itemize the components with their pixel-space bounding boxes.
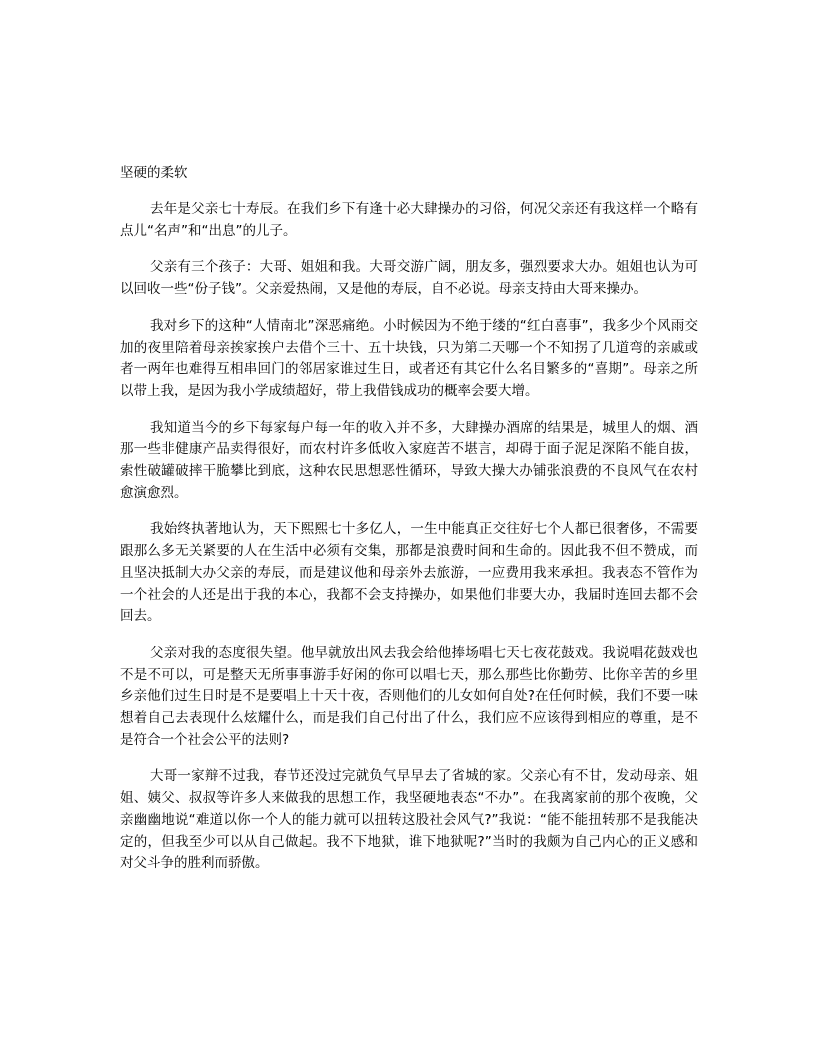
paragraph: 去年是父亲七十寿辰。在我们乡下有逢十必大肆操办的习俗，何况父亲还有我这样一个略有点儿“名声”和“出息”的儿子。 [120, 201, 698, 239]
paragraph: 父亲有三个孩子：大哥、姐姐和我。大哥交游广阔，朋友多，强烈要求大办。姐姐也认为可以回收一些“份子钱”。父亲爱热闹，又是他的寿辰，自不必说。母亲支持由大哥来操办。 [120, 259, 698, 298]
paragraph: 我知道当今的乡下每家每户每一年的收入并不多，大肆操办酒席的结果是，城里人的烟、酒那一些非健康产品卖得很好，而农村许多低收入家庭苦不堪言，却碍于面子泥足深陷不能自拔，索性破罐破摔干脆攀比到底，这种农民思想恶性循环，导致大操大办铺张浪费的不良风气在农村愈演愈烈。 [120, 419, 698, 501]
paragraph: 大哥一家辩不过我，春节还没过完就负气早早去了省城的家。父亲心有不甘，发动母亲、姐姐、姨父、叔叔等许多人来做我的思想工作，我坚硬地表态“不办”。在我离家前的那个夜晚，父亲幽幽地说“难道以你一个人的能力就可以扭转这股社会风气?”我说：“能不能扭转那不是我能决定的，但我至少可以从自己做起。我不下地狱，谁下地狱呢?”当时的我颇为自己内心的正义感和对父斗争的胜利而骄傲。 [120, 768, 698, 872]
paragraph: 我对乡下的这种“人情南北”深恶痛绝。小时候因为不绝于缕的“红白喜事”，我多少个风雨交加的夜里陪着母亲挨家挨户去借个三十、五十块钱，只为第二天哪一个不知拐了几道弯的亲戚或者一两年也难得互相串回门的邻居家谁过生日，或者还有其它什么名目繁多的“喜期”。母亲之所以带上我，是因为我小学成绩超好，带上我借钱成功的概率会要大增。 [120, 317, 698, 399]
paragraph: 父亲对我的态度很失望。他早就放出风去我会给他捧场唱七天七夜花鼓戏。我说唱花鼓戏也不是不可以，可是整天无所事事游手好闲的你可以唱七天，那么那些比你勤劳、比你辛苦的乡里乡亲他们过生日时是不是要唱上十天十夜，否则他们的儿女如何自处?在任何时候，我们不要一味想着自己去表现什么炫耀什么，而是我们自己付出了什么，我们应不应该得到相应的尊重，是不是符合一个社会公平的法则? [120, 644, 698, 748]
document-title: 坚硬的柔软 [120, 165, 188, 181]
document-body [120, 163, 698, 890]
paragraph: 我始终执著地认为，天下熙熙七十多亿人，一生中能真正交往好七个人都已很奢侈，不需要跟那么多无关紧要的人在生活中必须有交集，那都是浪费时间和生命的。因此我不但不赞成，而且坚决抵制大办父亲的寿辰，而是建议他和母亲外去旅游，一应费用我来承担。我表态不管作为一个社会的人还是出于我的本心，我都不会支持操办，如果他们非要大办，我届时连回去都不会回去。 [120, 521, 698, 625]
